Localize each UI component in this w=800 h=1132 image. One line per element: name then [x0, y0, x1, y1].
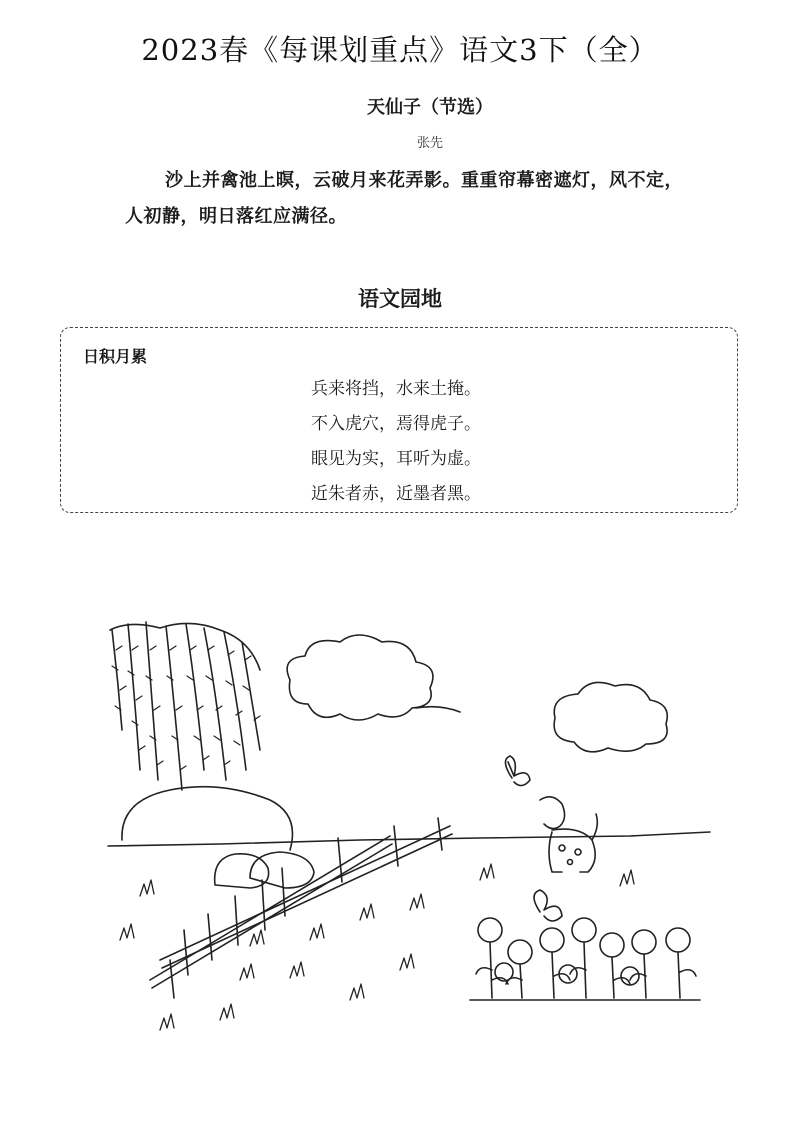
butterfly-icon	[505, 756, 530, 786]
flowers	[470, 918, 700, 1000]
cloud-icon	[554, 682, 667, 751]
section-title: 语文园地	[358, 287, 442, 311]
dog-icon	[540, 797, 597, 872]
hill	[122, 787, 293, 850]
grass	[120, 864, 634, 1030]
poem-line: 沙上并禽池上暝，云破月来花弄影。重重帘幕密遮灯，风不定，	[165, 170, 683, 191]
cloud-icon	[287, 635, 460, 720]
box-heading: 日积月累	[83, 347, 148, 366]
ground-line	[108, 832, 710, 846]
proverb-line: 不入虎穴，焉得虎子。	[311, 414, 481, 434]
page-title: 2023春《每课划重点》语文3下（全）	[141, 33, 659, 67]
landscape-illustration	[100, 600, 720, 1040]
poem-title: 天仙子（节选）	[367, 97, 493, 118]
poem-author: 张先	[416, 136, 443, 151]
proverb-line: 眼见为实，耳听为虚。	[311, 449, 481, 469]
poem-line: 人初静，明日落红应满径。	[125, 206, 347, 227]
rock	[215, 854, 269, 888]
butterfly-icon	[534, 890, 562, 921]
proverb-box	[60, 327, 738, 513]
proverb-list	[311, 372, 481, 512]
proverb-line: 兵来将挡，水来土掩。	[311, 379, 481, 399]
poem-body	[125, 163, 745, 235]
proverb-line: 近朱者赤，近墨者黑。	[311, 484, 481, 504]
willow-tree-icon	[110, 622, 260, 790]
